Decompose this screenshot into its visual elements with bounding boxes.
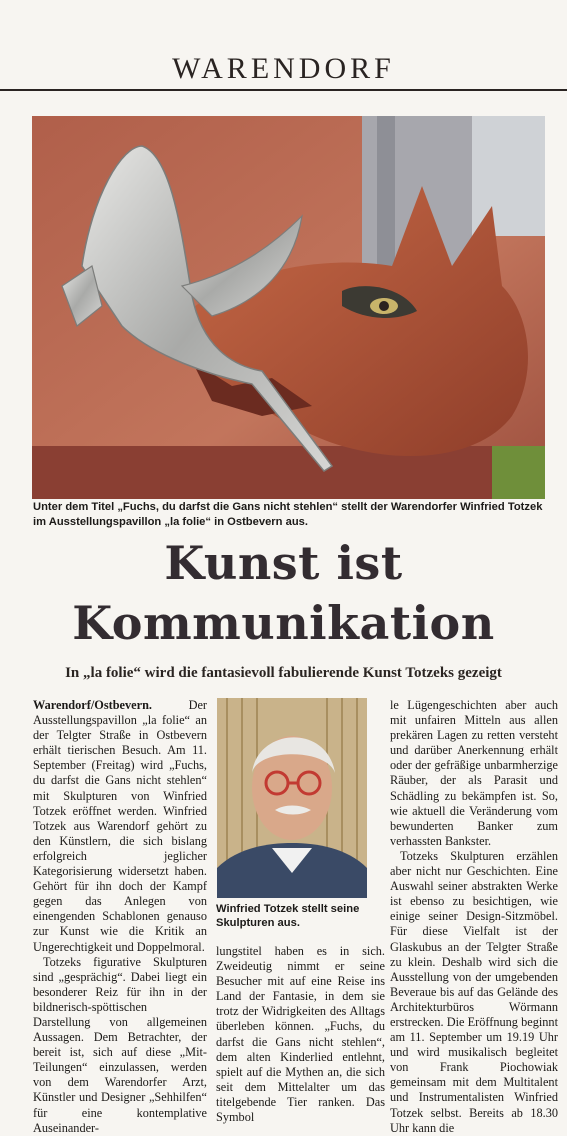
subheadline: In „la folie“ wird die fantasievoll fabulierende Kunst Totzeks gezeigt (65, 665, 502, 681)
artist-portrait-illustration (217, 698, 367, 898)
article-column-3 (390, 698, 558, 1136)
article-column-1 (33, 698, 207, 1136)
fox-goose-sculpture-illustration (32, 116, 545, 499)
article-column-2 (216, 944, 385, 1125)
photo-caption: Unter dem Titel „Fuchs, du darfst die Gans nicht stehlen“ stellt der Warendorfer Winfried Totzek im Ausstellungspavillon „la folie“ in Ostbevern aus. (33, 501, 543, 528)
paragraph: le Lügengeschichten aber auch mit unfairen Mitteln aus allen prekären Lagen zu retten versteht und darüber Anerkennung erhält oder der gefräßige unbarmherzige Räuber, der als Parasit und Schädling zu bekämpfen ist. So, wie aktuell die Veränderung vom bewunderten Banker zum verhassten Bankster. (390, 698, 558, 848)
dateline: Warendorf/Ostbevern. (33, 698, 152, 712)
headline-line-2: Kommunikation (72, 596, 495, 650)
artist-portrait (217, 698, 367, 898)
portrait-caption: Winfried Totzek stellt seine Skulpturen aus. (216, 903, 360, 929)
paragraph (33, 698, 207, 955)
section-rule (0, 89, 567, 91)
section-title: WARENDORF (172, 52, 395, 85)
paragraph: Totzeks figurative Skulpturen sind „gesprächig“. Dabei liegt ein besonderer Reiz für ihn in der bildnerisch-spöttischen Darstellung von allgemeinen Aussagen. Dem Betrachter, der bereit ist, sich auf diese „Mit-Teilungen“ einzulassen, werden von dem Warendorfer Arzt, Künstler und Designer „Sehhilfen“ für eine kontemplative Auseinander- (33, 954, 207, 1135)
headline-line-1: Kunst ist (164, 536, 403, 590)
paragraph-text: Der Ausstellungspavillon „la folie“ an der Telgter Straße in Ostbevern erhält tierischen Besuch. Am 11. September (Freitag) wird „Fuchs, du darfst die Gans nicht stehlen“ mit Skulpturen von Winfried Totzek eröffnet werden. Winfried Totzek aus Warendorf gehört zu den Künstlern, die sich bislang erfolgreich jeglicher Kategorisierung widersetzt haben. Gehört für ihn doch der Kampf gegen das Anlegen von einengenden Schablonen genauso zur Kunst wie die Kritik an Ungerechtigkeit und Doppelmoral. (33, 698, 207, 954)
paragraph: lungstitel haben es in sich. Zweideutig nimmt er seine Besucher mit auf eine Reise ins Land der Fantasie, in dem sie trotz der Widrigkeiten des Alltags überleben können. „Fuchs, du darfst die Gans nicht stehlen“, dem alten Kinderlied entlehnt, spielt auf die Mythen an, die sich seit dem Mittelalter um das titelgebende Tier ranken. Das Symbol (216, 944, 385, 1125)
paragraph: Totzeks Skulpturen erzählen aber nicht nur Geschichten. Eine Auswahl seiner abstrakten Werke ist ebenso zu besichtigen, wie einige seiner Design-Sitzmöbel. Für diese Vielfalt ist der Glaskubus an der Telgter Straße zu klein. Deshalb wird sich die Ausstellung von der umgebenden Beveraue bis auf das Gelände des Architekturbüros Wörmann erstrecken. Die Eröffnung beginnt am 11. September um 19.19 Uhr und wird musikalisch begleitet von Frank Piochowiak gemeinsam mit dem Multitalent und Instrumentalisten Winfried Totzek selbst. Bereits ab 18.30 Uhr kann die (390, 848, 558, 1135)
sculpture-photo (32, 116, 545, 499)
